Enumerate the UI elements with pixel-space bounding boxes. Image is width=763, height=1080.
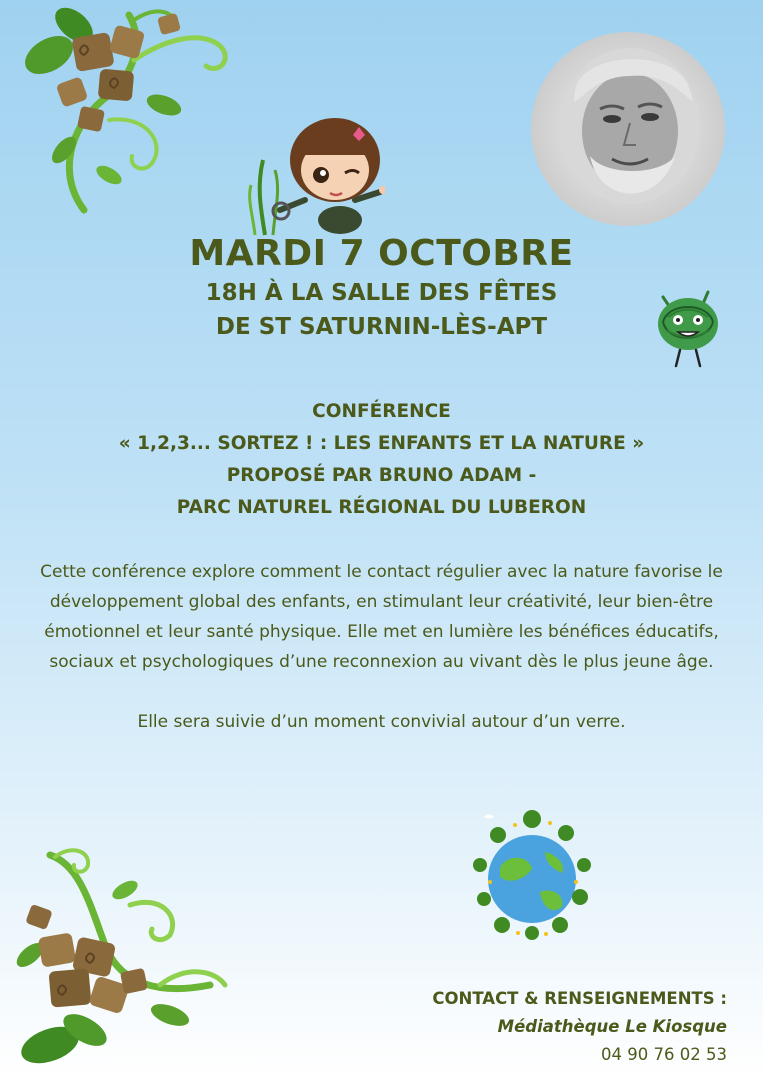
event-town: DE ST SATURNIN-LÈS-APT — [215, 314, 548, 340]
conference-organization: PARC NATUREL RÉGIONAL DU LUBERON — [176, 497, 587, 518]
vine-decoration-top-left — [14, 0, 239, 225]
conference-block — [0, 396, 763, 524]
contact-phone: 04 90 76 02 53 — [601, 1045, 727, 1064]
description-paragraph: Cette conférence explore comment le contact régulier avec la nature favorise le développement global des enfants, en stimulant leur créativité, leur bien-être émotionnel et leur santé physique. Elle met en lumière les bénéfices éducatifs, sociaux et psychologiques d’une reconnexion au vivant dès le plus jeune âge. — [40, 562, 723, 672]
vine-decoration-bottom-left — [10, 845, 240, 1065]
speaker-portrait — [530, 31, 726, 227]
event-date: MARDI 7 OCTOBRE — [189, 233, 574, 274]
earth-trees-illustration — [470, 807, 595, 942]
contact-block — [432, 985, 727, 1069]
girl-explorer-illustration — [245, 105, 385, 237]
description — [40, 557, 723, 737]
conference-title: « 1,2,3... SORTEZ ! : LES ENFANTS ET LA NATURE » — [118, 433, 645, 454]
conference-label: CONFÉRENCE — [312, 401, 451, 422]
conference-presenter: PROPOSÉ PAR BRUNO ADAM - — [226, 465, 537, 486]
event-time-place: 18H À LA SALLE DES FÊTES — [205, 280, 558, 306]
event-header — [0, 232, 763, 344]
description-paragraph-closing: Elle sera suivie d’un moment convivial autour d’un verre. — [137, 712, 626, 732]
contact-heading: CONTACT & RENSEIGNEMENTS : — [432, 989, 727, 1008]
contact-place: Médiathèque Le Kiosque — [497, 1017, 727, 1036]
